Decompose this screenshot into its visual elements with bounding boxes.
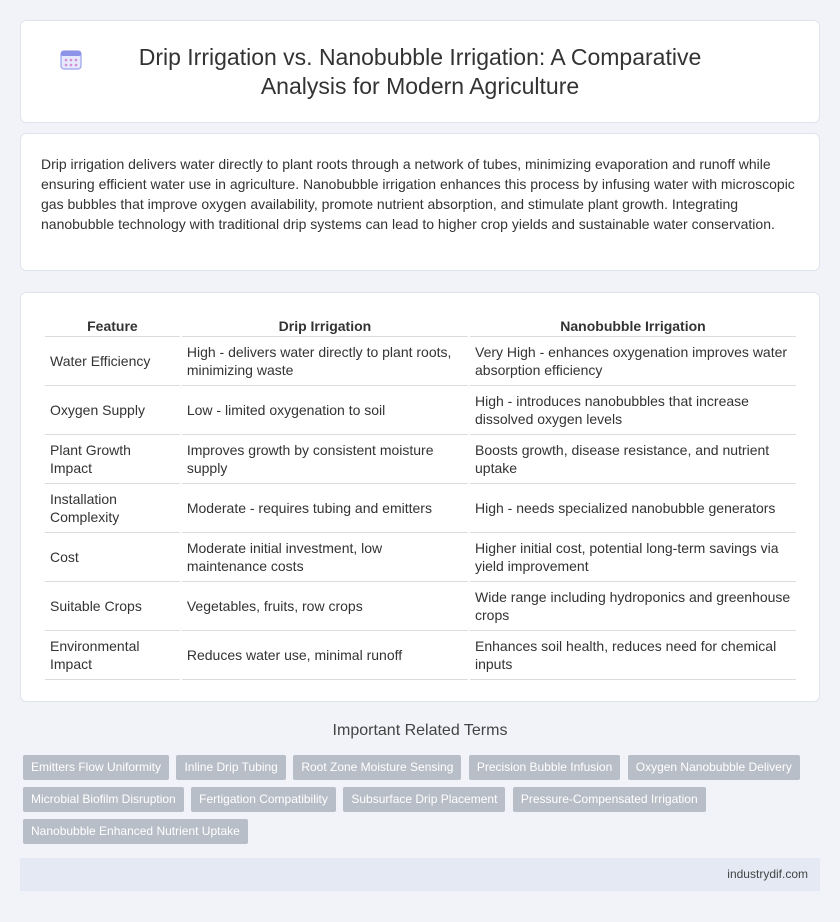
drip-cell: Reduces water use, minimal runoff: [182, 631, 468, 680]
related-term-tag[interactable]: Oxygen Nanobubble Delivery: [628, 755, 800, 780]
header-feature: Feature: [45, 313, 180, 337]
feature-cell: Oxygen Supply: [45, 386, 180, 435]
related-term-tag[interactable]: Pressure-Compensated Irrigation: [513, 787, 706, 812]
header-drip: Drip Irrigation: [182, 313, 468, 337]
table-row: [45, 631, 796, 680]
feature-cell: Installation Complexity: [45, 484, 180, 533]
title-card: [20, 20, 820, 123]
related-term-tag[interactable]: Subsurface Drip Placement: [343, 787, 505, 812]
related-term-tag[interactable]: Inline Drip Tubing: [176, 755, 285, 780]
table-row: [45, 533, 796, 582]
feature-cell: Suitable Crops: [45, 582, 180, 631]
drip-cell: Low - limited oxygenation to soil: [182, 386, 468, 435]
table-header-row: [45, 313, 796, 337]
nanobubble-cell: Enhances soil health, reduces need for chemical inputs: [470, 631, 796, 680]
related-term-tag[interactable]: Emitters Flow Uniformity: [23, 755, 169, 780]
nanobubble-cell: Boosts growth, disease resistance, and nutrient uptake: [470, 435, 796, 484]
feature-cell: Water Efficiency: [45, 337, 180, 386]
feature-cell: Plant Growth Impact: [45, 435, 180, 484]
page-title: Drip Irrigation vs. Nanobubble Irrigation: A Comparative Analysis for Modern Agriculture: [138, 44, 702, 99]
table-row: [45, 337, 796, 386]
related-term-tag[interactable]: Nanobubble Enhanced Nutrient Uptake: [23, 819, 248, 844]
related-terms-title: Important Related Terms: [332, 722, 508, 739]
drip-cell: Moderate - requires tubing and emitters: [182, 484, 468, 533]
nanobubble-cell: Higher initial cost, potential long-term savings via yield improvement: [470, 533, 796, 582]
footer-site-link[interactable]: industrydif.com: [727, 867, 808, 881]
nanobubble-cell: High - needs specialized nanobubble generators: [470, 484, 796, 533]
related-terms-tags: [23, 755, 803, 851]
drip-cell: High - delivers water directly to plant roots, minimizing waste: [182, 337, 468, 386]
nanobubble-cell: Very High - enhances oxygenation improves water absorption efficiency: [470, 337, 796, 386]
comparison-table: [43, 313, 798, 680]
feature-cell: Environmental Impact: [45, 631, 180, 680]
nanobubble-cell: Wide range including hydroponics and greenhouse crops: [470, 582, 796, 631]
nanobubble-cell: High - introduces nanobubbles that increase dissolved oxygen levels: [470, 386, 796, 435]
drip-cell: Improves growth by consistent moisture supply: [182, 435, 468, 484]
intro-paragraph: Drip irrigation delivers water directly to plant roots through a network of tubes, minimizing evaporation and runoff while ensuring efficient water use in agriculture. Nanobubble irrigation enhances this process by infusing water with microscopic gas bubbles that improve oxygen availability, promote nutrient absorption, and stimulate plant growth. Integrating nanobubble technology with traditional drip systems can lead to higher crop yields and sustainable water conservation.: [41, 156, 795, 232]
table-row: [45, 435, 796, 484]
related-term-tag[interactable]: Microbial Biofilm Disruption: [23, 787, 184, 812]
related-term-tag[interactable]: Fertigation Compatibility: [191, 787, 336, 812]
header-nanobubble: Nanobubble Irrigation: [470, 313, 796, 337]
drip-cell: Vegetables, fruits, row crops: [182, 582, 468, 631]
drip-cell: Moderate initial investment, low maintenance costs: [182, 533, 468, 582]
table-row: [45, 484, 796, 533]
feature-cell: Cost: [45, 533, 180, 582]
intro-card: [20, 133, 820, 271]
table-row: [45, 386, 796, 435]
table-row: [45, 582, 796, 631]
footer: [20, 858, 820, 891]
related-term-tag[interactable]: Precision Bubble Infusion: [469, 755, 620, 780]
comparison-table-card: [20, 292, 820, 702]
related-term-tag[interactable]: Root Zone Moisture Sensing: [293, 755, 461, 780]
